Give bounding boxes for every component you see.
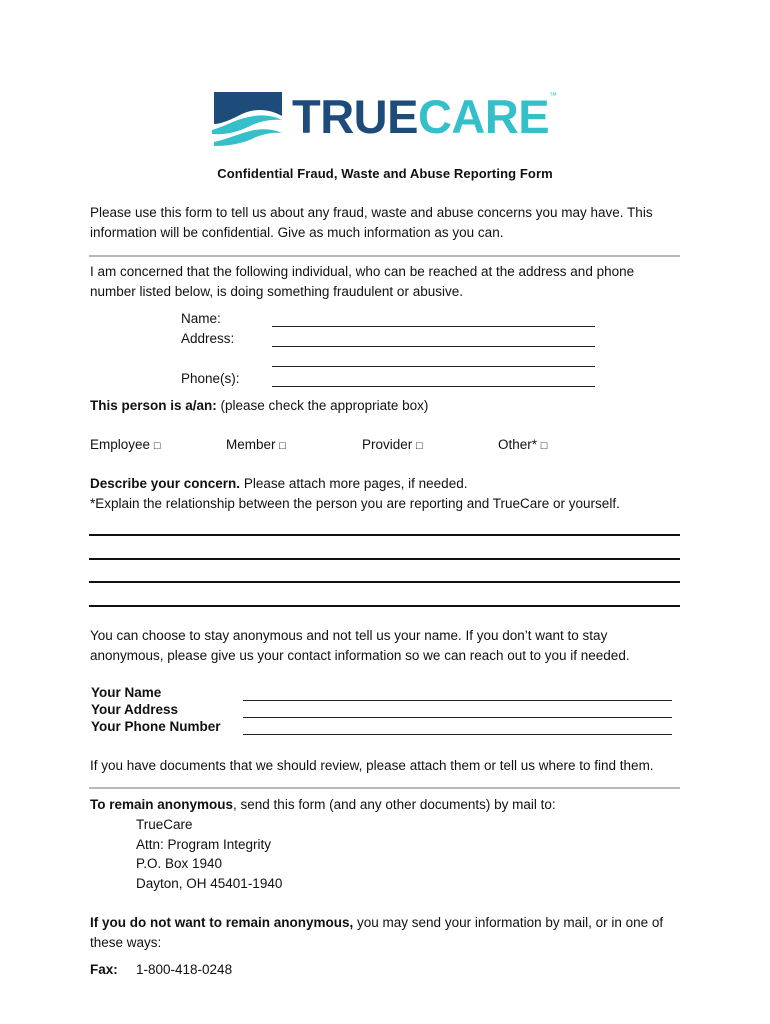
concern-intro-line-2: number listed below, is doing something fraudulent or abusive.: [90, 284, 463, 299]
mail-address-line-2: Attn: Program Integrity: [136, 837, 272, 852]
your-address-field[interactable]: [243, 717, 672, 718]
remain-anonymous-rest: , send this form (and any other documents) by mail to:: [233, 797, 556, 812]
not-anonymous-bold: If you do not want to remain anonymous,: [90, 915, 354, 930]
subject-name-field[interactable]: [272, 326, 595, 327]
remain-anonymous-bold: To remain anonymous: [90, 797, 234, 812]
checkbox-other[interactable]: □: [540, 440, 548, 452]
option-provider[interactable]: [362, 435, 423, 456]
mail-address-line-4: Dayton, OH 45401-1940: [136, 876, 283, 891]
remain-anonymous-label: [90, 795, 556, 815]
truecare-logo: [210, 88, 560, 150]
fax-label: Fax:: [90, 962, 118, 977]
logo-true: TRUE: [292, 90, 418, 143]
intro-line-1: Please use this form to tell us about any fraud, waste and abuse concerns you may have. This: [90, 205, 653, 220]
divider-2: [89, 787, 680, 789]
concern-line-1[interactable]: [89, 534, 680, 536]
subject-phones-label: Phone(s):: [181, 371, 240, 386]
subject-phones-field[interactable]: [272, 386, 595, 387]
concern-line-2[interactable]: [89, 558, 680, 560]
not-anonymous-rest: you may send your information by mail, or in one of: [353, 915, 664, 930]
intro-line-2: information will be confidential. Give as much information as you can.: [90, 225, 504, 240]
person-type-label-rest: (please check the appropriate box): [216, 398, 429, 413]
mail-address-line-1: TrueCare: [136, 817, 193, 832]
option-provider-label: Provider: [362, 437, 413, 452]
your-phone-label: Your Phone Number: [91, 719, 221, 734]
mail-address-line-3: P.O. Box 1940: [136, 856, 223, 871]
option-other-label: Other*: [498, 437, 538, 452]
describe-label: [90, 474, 467, 494]
anonymous-intro-line-2: anonymous, please give us your contact information so we can reach out to you if needed.: [90, 648, 630, 663]
option-member[interactable]: [226, 435, 286, 456]
fax-number: 1-800-418-0248: [136, 962, 233, 977]
divider: [89, 255, 680, 257]
describe-note: *Explain the relationship between the person you are reporting and TrueCare or yourself.: [90, 496, 620, 511]
describe-label-rest: Please attach more pages, if needed.: [240, 476, 468, 491]
your-address-label: Your Address: [91, 702, 179, 717]
trademark: ™: [549, 91, 557, 100]
your-name-label: Your Name: [91, 685, 162, 700]
logo-care: CARE: [417, 90, 550, 143]
your-phone-field[interactable]: [243, 734, 672, 735]
checkbox-provider[interactable]: □: [416, 440, 423, 452]
concern-line-4[interactable]: [89, 605, 680, 607]
not-anonymous-line-1: [90, 913, 663, 933]
subject-address-field-2[interactable]: [272, 366, 595, 367]
subject-address-field[interactable]: [272, 346, 595, 347]
documents-note: If you have documents that we should review, please attach them or tell us where to find them.: [90, 758, 654, 773]
option-other[interactable]: [498, 435, 547, 456]
person-type-label-bold: This person is a/an:: [90, 398, 217, 413]
your-name-field[interactable]: [243, 700, 672, 701]
checkbox-member[interactable]: □: [279, 440, 286, 452]
anonymous-intro-line-1: You can choose to stay anonymous and not tell us your name. If you don’t want to stay: [90, 628, 608, 643]
wave-icon: [210, 90, 284, 150]
form-title: Confidential Fraud, Waste and Abuse Reporting Form: [217, 166, 553, 181]
subject-name-label: Name:: [181, 311, 221, 326]
describe-label-bold: Describe your concern.: [90, 476, 241, 491]
option-member-label: Member: [226, 437, 276, 452]
concern-line-3[interactable]: [89, 581, 680, 583]
not-anonymous-line-2: these ways:: [90, 935, 162, 950]
option-employee-label: Employee: [90, 437, 151, 452]
checkbox-employee[interactable]: □: [153, 440, 161, 452]
person-type-label: [90, 396, 428, 416]
concern-intro-line-1: I am concerned that the following individual, who can be reached at the address and phone: [90, 264, 635, 279]
option-employee[interactable]: [90, 435, 160, 456]
subject-address-label: Address:: [181, 331, 235, 346]
